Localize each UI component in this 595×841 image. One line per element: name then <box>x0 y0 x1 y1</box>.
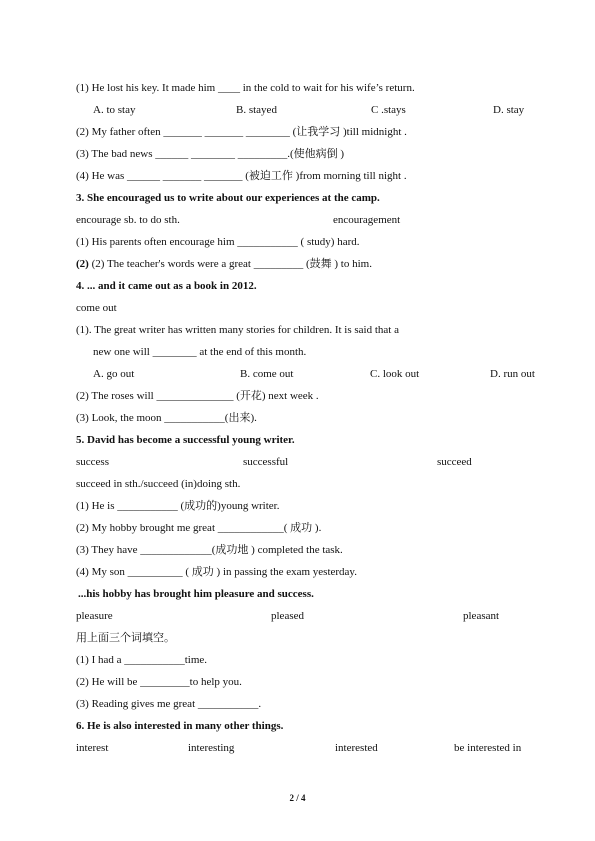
word-be-interested-in: be interested in <box>454 742 522 754</box>
word-pleasant: pleasant <box>463 610 500 622</box>
option-a: A. go out <box>93 368 135 380</box>
option-c: C .stays <box>371 104 406 116</box>
succeed-phrase: succeed in sth./succeed (in)doing sth. <box>76 478 241 490</box>
pleasure-q1: (1) I had a ___________time. <box>76 654 208 666</box>
word-successful: successful <box>243 456 289 468</box>
word-interest: interest <box>76 742 109 754</box>
s4-q3: (3) Look, the moon ___________(出来). <box>76 412 257 424</box>
section-4-heading: 4. ... and it came out as a book in 2012. <box>76 280 257 292</box>
s5-q3: (3) They have _____________(成功地 ) completed the task. <box>76 544 343 556</box>
s3-q2: (2) (2) The teacher's words were a great _________ (鼓舞 ) to him. <box>76 258 372 270</box>
option-a: A. to stay <box>93 104 136 116</box>
phrase-come-out: come out <box>76 302 117 314</box>
word-pleasure: pleasure <box>76 610 113 622</box>
option-d: D. run out <box>490 368 535 380</box>
s5-q1: (1) He is ___________ (成功的)young writer. <box>76 500 280 512</box>
s5-q2: (2) My hobby brought me great ____________( 成功 ). <box>76 522 322 534</box>
fill-instruction: 用上面三个词填空。 <box>76 632 175 644</box>
page-number: 2 / 4 <box>289 793 306 803</box>
word-encourage: encourage sb. to do sth. <box>76 214 180 226</box>
option-b: B. stayed <box>236 104 277 116</box>
pleasure-q2: (2) He will be _________to help you. <box>76 676 242 688</box>
q3-sentence: (3) The bad news ______ ________ _________.(使他病倒 ) <box>76 148 345 160</box>
q2-sentence: (2) My father often _______ _______ ________ (让我学习 )till midnight . <box>76 126 407 138</box>
q4-sentence: (4) He was ______ _______ _______ (被迫工作 )from morning till night . <box>76 170 407 182</box>
option-b: B. come out <box>240 368 294 380</box>
word-encouragement: encouragement <box>333 214 401 226</box>
s3-q2-text: (2) The teacher's words were a great _________ (鼓舞 ) to him. <box>91 258 372 270</box>
word-pleased: pleased <box>271 610 304 622</box>
s4-q1-line1: (1). The great writer has written many stories for children. It is said that a <box>76 324 399 336</box>
option-d: D. stay <box>493 104 525 116</box>
s4-q1-line2: new one will ________ at the end of this month. <box>93 346 307 358</box>
option-c: C. look out <box>370 368 420 380</box>
section-5-heading: 5. David has become a successful young writer. <box>76 434 295 446</box>
word-succeed: succeed <box>437 456 472 468</box>
word-interested: interested <box>335 742 378 754</box>
pleasure-heading: ...his hobby has brought him pleasure and success. <box>78 588 314 600</box>
section-3-heading: 3. She encouraged us to write about our experiences at the camp. <box>76 192 380 204</box>
s5-q4: (4) My son __________ ( 成功 ) in passing the exam yesterday. <box>76 566 357 578</box>
word-success: success <box>76 456 109 468</box>
word-interesting: interesting <box>188 742 235 754</box>
section-6-heading: 6. He is also interested in many other things. <box>76 720 284 732</box>
q1-sentence: (1) He lost his key. It made him ____ in the cold to wait for his wife’s return. <box>76 82 415 94</box>
pleasure-q3: (3) Reading gives me great ___________. <box>76 698 262 710</box>
s4-q2: (2) The roses will ______________ (开花) next week . <box>76 390 319 402</box>
s3-q1: (1) His parents often encourage him ___________ ( study) hard. <box>76 236 360 248</box>
